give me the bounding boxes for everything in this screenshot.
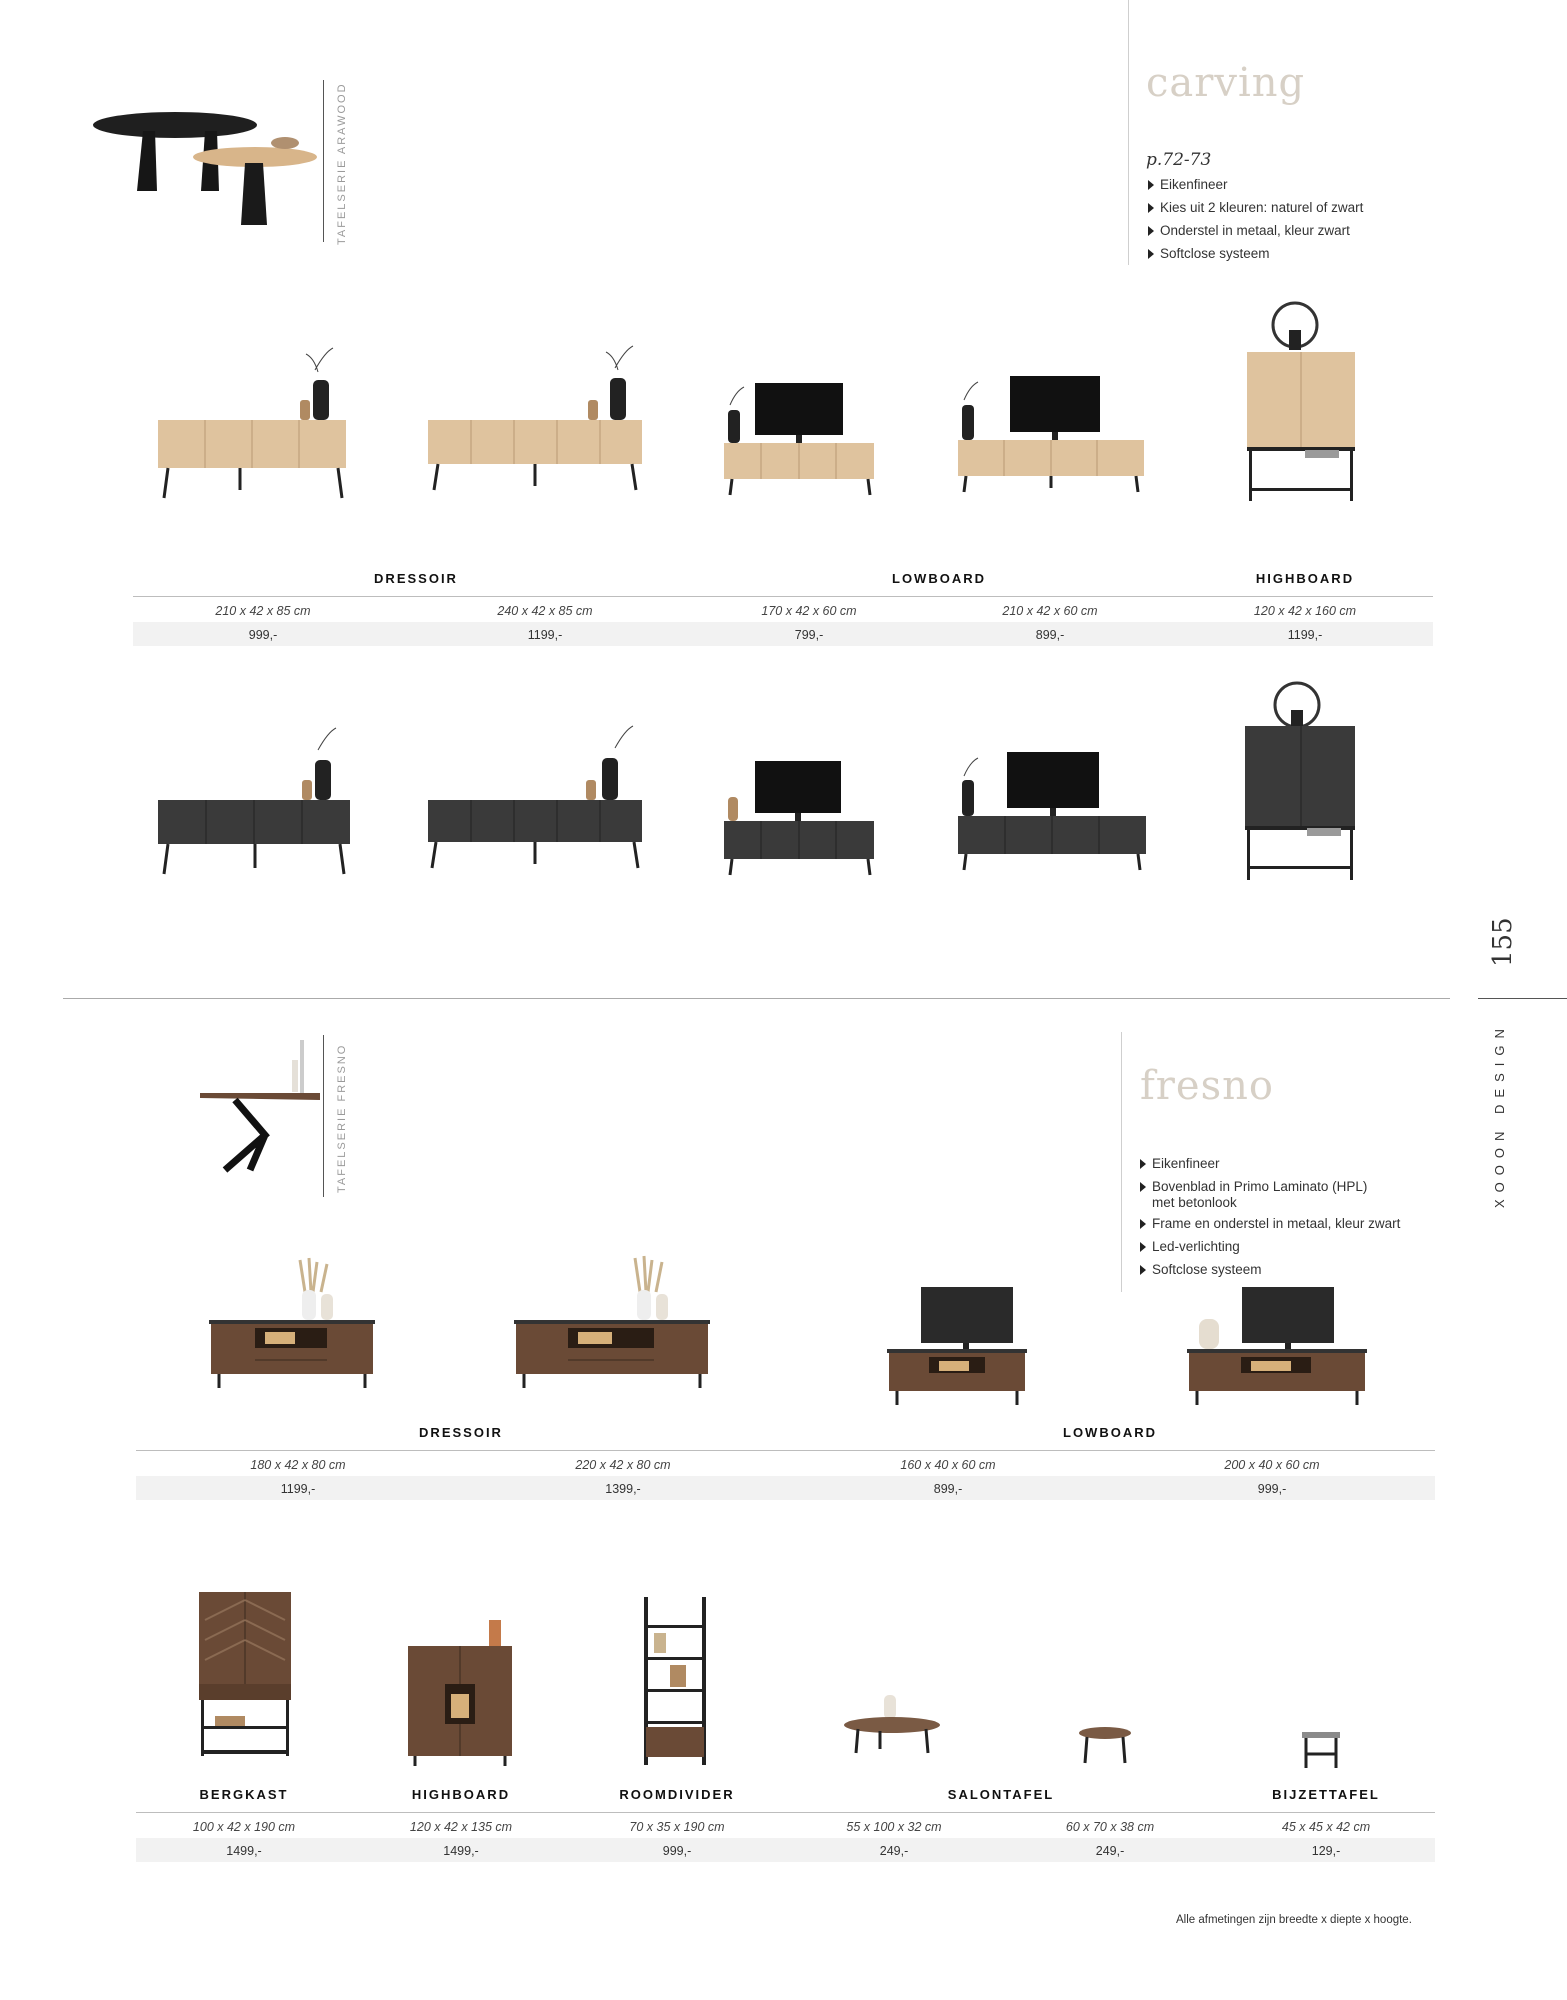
- fresno-salontafel-55-image: [840, 1695, 945, 1765]
- item-dimensions: 240 x 42 x 85 cm: [497, 604, 593, 618]
- category-label: HIGHBOARD: [411, 1787, 511, 1802]
- carving-page-ref: p.72-73: [1146, 150, 1212, 170]
- item-price: 1499,-: [443, 1844, 479, 1858]
- fresno-lowboard-160-image: [885, 1285, 1030, 1415]
- item-dimensions: 120 x 42 x 160 cm: [1253, 604, 1357, 618]
- carving-lowboard-210-natural-image: [950, 360, 1150, 510]
- category-label: LOWBOARD: [892, 571, 986, 586]
- item-dimensions: 70 x 35 x 190 cm: [629, 1820, 725, 1834]
- fresno-features: [1140, 1152, 1400, 1281]
- fresno-title: fresno: [1140, 1063, 1274, 1109]
- carving-dressoir-210-black-image: [150, 720, 360, 900]
- carving-highboard-natural-image: [1235, 300, 1365, 510]
- arawood-divider: [323, 80, 324, 242]
- item-price: 999,-: [662, 1844, 692, 1858]
- category-label: HIGHBOARD: [1255, 571, 1355, 586]
- carving-lowboard-210-black-image: [950, 740, 1150, 890]
- fresno-bijzettafel-image: [1300, 1730, 1342, 1770]
- carving-lowboard-170-black-image: [720, 745, 880, 895]
- carving-highboard-black-image: [1235, 680, 1365, 890]
- item-dimensions: 100 x 42 x 190 cm: [192, 1820, 296, 1834]
- item-price: 899,-: [1035, 628, 1065, 642]
- fresno-salontafel-60-image: [1075, 1725, 1135, 1770]
- fresno-table-image: [195, 1040, 325, 1180]
- fresno-title-divider: [1121, 1032, 1122, 1292]
- category-label: BIJZETTAFEL: [1272, 1787, 1380, 1802]
- category-label: ROOMDIVIDER: [619, 1787, 735, 1802]
- fresno-table-divider: [323, 1035, 324, 1197]
- category-label: DRESSOIR: [419, 1425, 503, 1440]
- arawood-series-label: TAFELSERIE ARAWOOD: [336, 82, 348, 245]
- item-dimensions: 45 x 45 x 42 cm: [1281, 1820, 1371, 1834]
- item-price: 249,-: [879, 1844, 909, 1858]
- page-number-rule: [1478, 998, 1567, 999]
- item-dimensions: 160 x 40 x 60 cm: [900, 1458, 996, 1472]
- item-dimensions: 200 x 40 x 60 cm: [1224, 1458, 1320, 1472]
- item-dimensions: 170 x 42 x 60 cm: [761, 604, 857, 618]
- price-bar: [133, 622, 1433, 646]
- feature-item: Bovenblad in Primo Laminato (HPL) met betonlook: [1140, 1175, 1400, 1212]
- fresno-bergkast-image: [195, 1590, 295, 1770]
- table-rule: [136, 1450, 1435, 1451]
- item-dimensions: 120 x 42 x 135 cm: [409, 1820, 513, 1834]
- carving-lowboard-170-natural-image: [720, 365, 880, 515]
- feature-item: Softclose systeem: [1140, 1258, 1400, 1281]
- item-price: 999,-: [1257, 1482, 1287, 1496]
- fresno-dressoir-180-image: [205, 1250, 380, 1410]
- page-number: 155: [1488, 917, 1518, 967]
- carving-features: [1148, 173, 1363, 265]
- feature-item: Onderstel in metaal, kleur zwart: [1148, 219, 1363, 242]
- price-bar: [136, 1838, 1435, 1862]
- carving-title: carving: [1146, 60, 1306, 106]
- carving-dressoir-240-black-image: [420, 720, 650, 900]
- fresno-highboard-image: [405, 1620, 515, 1770]
- item-price: 999,-: [248, 628, 278, 642]
- feature-item: Kies uit 2 kleuren: naturel of zwart: [1148, 196, 1363, 219]
- table-rule: [133, 596, 1433, 597]
- item-dimensions: 210 x 42 x 85 cm: [215, 604, 311, 618]
- item-dimensions: 60 x 70 x 38 cm: [1065, 1820, 1155, 1834]
- arawood-table-image: [85, 95, 325, 245]
- carving-dressoir-240-natural-image: [420, 340, 650, 520]
- feature-item: Eikenfineer: [1140, 1152, 1400, 1175]
- fresno-lowboard-200-image: [1185, 1285, 1370, 1415]
- feature-item: Softclose systeem: [1148, 242, 1363, 265]
- fresno-roomdivider-image: [640, 1595, 710, 1770]
- item-dimensions: 210 x 42 x 60 cm: [1002, 604, 1098, 618]
- dimensions-footnote: Alle afmetingen zijn breedte x diepte x hoogte.: [1176, 1914, 1412, 1926]
- brand-label: XOOON DESIGN: [1492, 1022, 1507, 1208]
- table-rule: [136, 1812, 1435, 1813]
- item-price: 1399,-: [605, 1482, 641, 1496]
- item-price: 799,-: [794, 628, 824, 642]
- item-price: 1199,-: [1287, 628, 1323, 642]
- price-bar: [136, 1476, 1435, 1500]
- feature-item: Eikenfineer: [1148, 173, 1363, 196]
- item-dimensions: 55 x 100 x 32 cm: [846, 1820, 942, 1834]
- item-dimensions: 220 x 42 x 80 cm: [575, 1458, 671, 1472]
- item-price: 1199,-: [527, 628, 563, 642]
- item-dimensions: 180 x 42 x 80 cm: [250, 1458, 346, 1472]
- category-label: SALONTAFEL: [947, 1787, 1055, 1802]
- feature-item: Led-verlichting: [1140, 1235, 1400, 1258]
- item-price: 1499,-: [226, 1844, 262, 1858]
- category-label: BERGKAST: [199, 1787, 289, 1802]
- feature-item: Frame en onderstel in metaal, kleur zwart: [1140, 1212, 1400, 1235]
- carving-title-divider: [1128, 0, 1129, 265]
- fresno-dressoir-220-image: [510, 1250, 715, 1410]
- section-divider: [63, 998, 1450, 999]
- category-label: LOWBOARD: [1063, 1425, 1157, 1440]
- carving-dressoir-210-natural-image: [150, 340, 360, 520]
- item-price: 1199,-: [280, 1482, 316, 1496]
- category-label: DRESSOIR: [374, 571, 458, 586]
- item-price: 249,-: [1095, 1844, 1125, 1858]
- fresno-series-label: TAFELSERIE FRESNO: [336, 1043, 348, 1193]
- item-price: 899,-: [933, 1482, 963, 1496]
- item-price: 129,-: [1311, 1844, 1341, 1858]
